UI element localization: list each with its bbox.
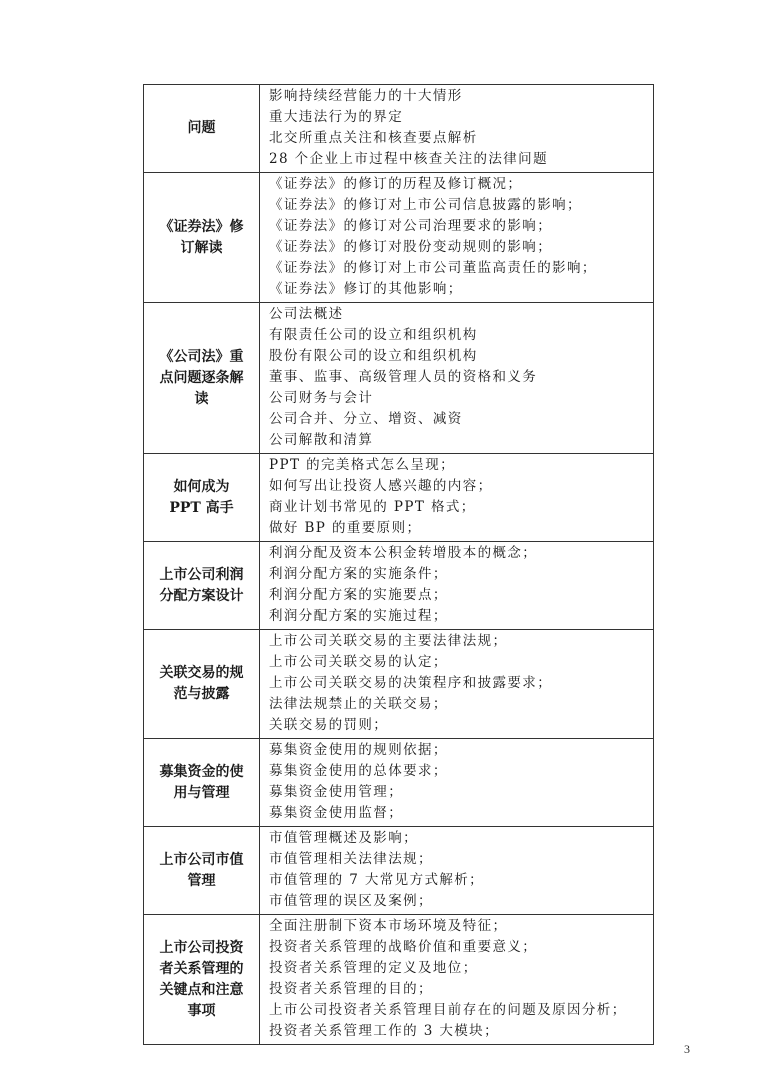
topic-cell <box>144 173 260 303</box>
list-item: 股份有限公司的设立和组织机构 <box>269 348 478 364</box>
list-item: 利润分配方案的实施要点； <box>269 587 448 603</box>
list-item: 投资者关系管理的定义及地位； <box>269 960 478 976</box>
topic-label: 上市公司投资者关系管理的关键点和注意事项 <box>159 939 244 1019</box>
list-item: 公司财务与会计 <box>269 390 374 406</box>
table-row <box>144 173 654 303</box>
topic-cell <box>144 303 260 454</box>
topic-cell <box>144 739 260 827</box>
topic-label: 上市公司利润分配方案设计 <box>159 566 244 604</box>
table-row <box>144 739 654 827</box>
table-row <box>144 915 654 1045</box>
topic-cell <box>144 454 260 542</box>
topic-label: 募集资金的使用与管理 <box>159 763 244 801</box>
list-item: 《证券法》的修订对公司治理要求的影响； <box>269 218 553 234</box>
list-item: 利润分配及资本公积金转增股本的概念； <box>269 545 538 561</box>
items-cell <box>260 454 654 542</box>
list-item: 公司解散和清算 <box>269 432 374 448</box>
course-table <box>143 84 654 1045</box>
list-item: 有限责任公司的设立和组织机构 <box>269 327 478 343</box>
list-item: 公司合并、分立、增资、减资 <box>269 411 463 427</box>
list-item: 市值管理的误区及案例； <box>269 893 433 909</box>
list-item: 上市公司关联交易的主要法律法规； <box>269 633 508 649</box>
items-cell <box>260 173 654 303</box>
list-item: 公司法概述 <box>269 306 344 322</box>
list-item: 市值管理的 7 大常见方式解析； <box>269 872 485 888</box>
list-item: 上市公司投资者关系管理目前存在的问题及原因分析； <box>269 1002 627 1018</box>
list-item: 募集资金使用监督； <box>269 805 404 821</box>
list-item: 市值管理相关法律法规； <box>269 851 433 867</box>
items-cell <box>260 630 654 739</box>
list-item: 利润分配方案的实施过程； <box>269 608 448 624</box>
items-cell <box>260 85 654 173</box>
topic-label: 如何成为 PPT 高手 <box>169 478 234 516</box>
list-item: 《证券法》的修订对上市公司信息披露的影响； <box>269 197 582 213</box>
topic-label: 问题 <box>187 120 216 136</box>
list-item: 做好 BP 的重要原则； <box>269 520 422 536</box>
topic-label: 《证券法》修订解读 <box>159 218 244 256</box>
list-item: 28 个企业上市过程中核查关注的法律问题 <box>269 151 548 167</box>
items-cell <box>260 915 654 1045</box>
page-number: 3 <box>684 1042 690 1056</box>
items-cell <box>260 739 654 827</box>
topic-cell <box>144 827 260 915</box>
list-item: 商业计划书常见的 PPT 格式； <box>269 499 476 515</box>
items-cell <box>260 542 654 630</box>
list-item: 募集资金使用的规则依据； <box>269 742 448 758</box>
list-item: 全面注册制下资本市场环境及特征； <box>269 918 508 934</box>
list-item: PPT 的完美格式怎么呈现； <box>269 457 456 473</box>
list-item: 上市公司关联交易的认定； <box>269 654 448 670</box>
list-item: 北交所重点关注和核查要点解析 <box>269 130 478 146</box>
list-item: 投资者关系管理的目的； <box>269 981 433 997</box>
list-item: 《证券法》的修订的历程及修订概况； <box>269 176 523 192</box>
topic-cell <box>144 542 260 630</box>
list-item: 关联交易的罚则； <box>269 717 389 733</box>
list-item: 上市公司关联交易的决策程序和披露要求； <box>269 675 553 691</box>
list-item: 投资者关系管理的战略价值和重要意义； <box>269 939 538 955</box>
items-cell <box>260 827 654 915</box>
list-item: 如何写出让投资人感兴趣的内容； <box>269 478 493 494</box>
items-cell <box>260 303 654 454</box>
table-row <box>144 85 654 173</box>
table-row <box>144 454 654 542</box>
list-item: 募集资金使用管理； <box>269 784 404 800</box>
list-item: 《证券法》修订的其他影响； <box>269 281 463 297</box>
table-row <box>144 303 654 454</box>
list-item: 募集资金使用的总体要求； <box>269 763 448 779</box>
topic-cell <box>144 85 260 173</box>
list-item: 投资者关系管理工作的 3 大模块； <box>269 1023 499 1039</box>
topic-cell <box>144 630 260 739</box>
table-row <box>144 827 654 915</box>
list-item: 《证券法》的修订对上市公司董监高责任的影响； <box>269 260 597 276</box>
topic-label: 上市公司市值管理 <box>159 851 244 889</box>
list-item: 市值管理概述及影响； <box>269 830 418 846</box>
table-row <box>144 542 654 630</box>
list-item: 董事、监事、高级管理人员的资格和义务 <box>269 369 538 385</box>
table-row <box>144 630 654 739</box>
topic-cell <box>144 915 260 1045</box>
list-item: 法律法规禁止的关联交易； <box>269 696 448 712</box>
topic-label: 《公司法》重点问题逐条解读 <box>159 348 244 407</box>
list-item: 《证券法》的修订对股份变动规则的影响； <box>269 239 553 255</box>
list-item: 影响持续经营能力的十大情形 <box>269 88 463 104</box>
list-item: 重大违法行为的界定 <box>269 109 404 125</box>
list-item: 利润分配方案的实施条件； <box>269 566 448 582</box>
topic-label: 关联交易的规范与披露 <box>159 665 244 702</box>
